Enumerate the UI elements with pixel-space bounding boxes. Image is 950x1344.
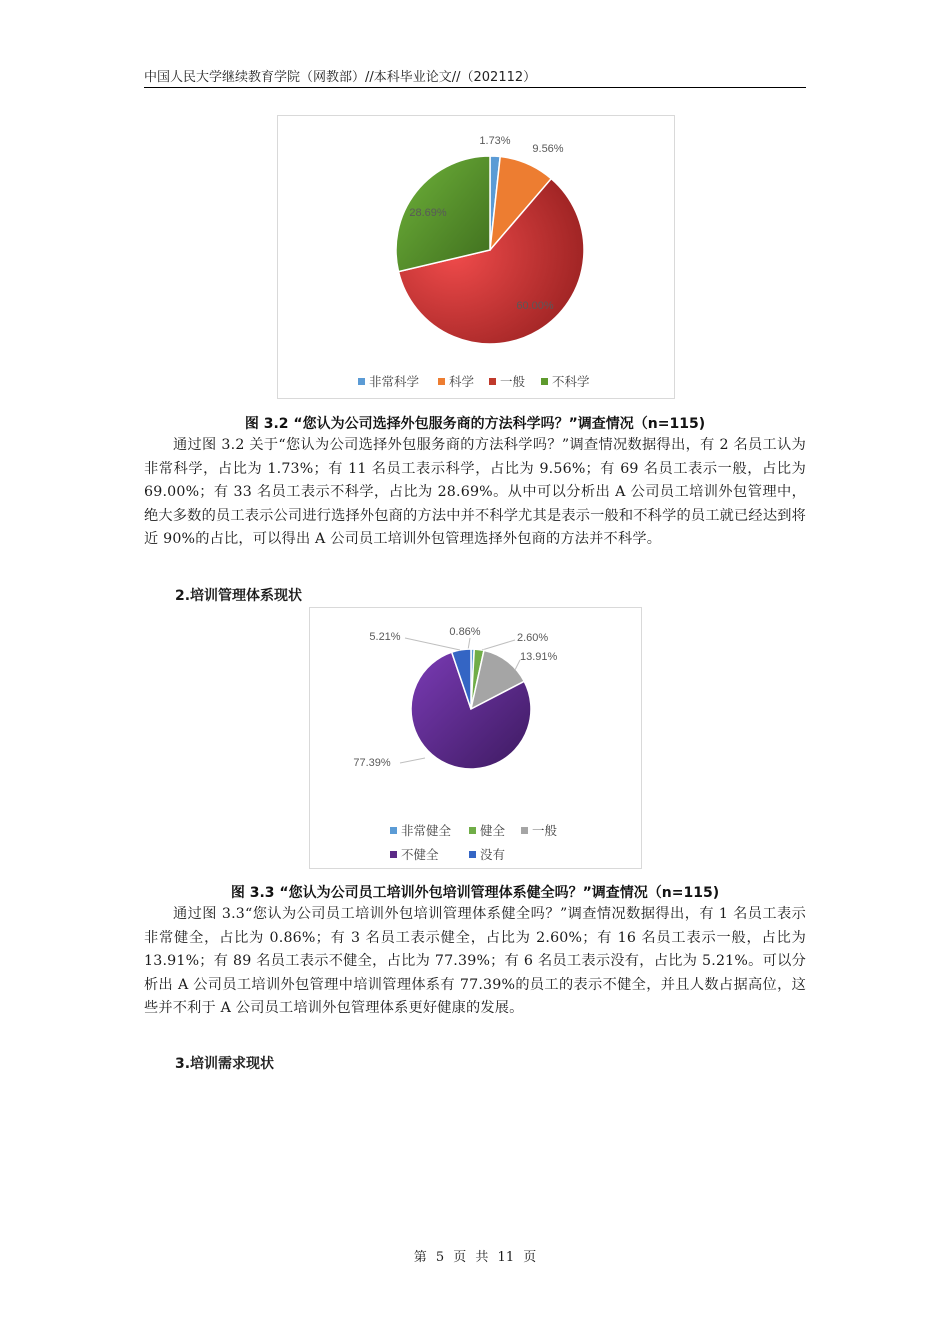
section-2-title: 2.培训管理体系现状 (175, 588, 303, 604)
legend-swatch (489, 378, 496, 385)
leader-line (468, 638, 470, 650)
legend-swatch (390, 827, 397, 834)
figure-3-3-caption: 图 3.3 “您认为公司员工培训外包培训管理体系健全吗？”调查情况（n=115) (230, 885, 720, 901)
pie-chart-method-svg (278, 116, 674, 398)
legend-label: 一般 (500, 374, 526, 389)
running-header: 中国人民大学继续教育学院（网教部）//本科毕业论文//（202112） (144, 70, 537, 85)
data-label: 5.21% (369, 631, 401, 643)
data-label: 60.00% (516, 300, 554, 312)
leader-line (405, 638, 460, 650)
paragraph-figure-3-2: 通过图 3.2 关于“您认为公司选择外包服务商的方法科学吗？”调查情况数据得出，有 2 名员工认为非常科学，占比为 1.73%；有 11 名员工表示科学，占比为 9.56%；有 69 名员工表示一般，占比为 69.00%；有 33 名员工表示不科学，占比为 28.69%。从中可以分析出 A 公司员工培训外包管理中，绝大多数的员工表示公司进行选择外包商的方法中并不科学尤其是表示一般和不科学的员工就已经达到将近 90%的占比，可以得出 A 公司员工培训外包管理选择外包商的方法并不科学。 (144, 437, 806, 547)
leader-line (482, 640, 515, 650)
legend-label: 不健全 (401, 847, 439, 862)
pie-chart-system-svg (310, 608, 641, 868)
data-label: 77.39% (353, 757, 391, 769)
legend-label: 科学 (449, 374, 475, 389)
legend-swatch (469, 851, 476, 858)
data-label: 13.91% (520, 651, 558, 663)
leader-line (400, 758, 425, 763)
figure-3-2-caption: 图 3.2 “您认为公司选择外包服务商的方法科学吗？”调查情况（n=115) (244, 416, 706, 432)
legend-label: 健全 (480, 823, 506, 838)
legend-swatch (469, 827, 476, 834)
legend-swatch (438, 378, 445, 385)
data-label: 0.86% (449, 626, 481, 638)
legend-label: 一般 (532, 823, 558, 838)
data-label: 1.73% (479, 135, 511, 147)
data-label: 28.69% (409, 207, 447, 219)
legend-swatch (390, 851, 397, 858)
pie-chart-system (309, 607, 642, 869)
page-footer: 第 5 页 共 11 页 (413, 1250, 537, 1265)
legend-label: 没有 (480, 847, 506, 862)
header-rule (144, 87, 806, 88)
legend-swatch (521, 827, 528, 834)
legend-label: 非常健全 (401, 823, 452, 838)
data-label: 9.56% (532, 143, 564, 155)
data-label: 2.60% (517, 632, 549, 644)
legend-label: 非常科学 (369, 374, 420, 389)
legend-label: 不科学 (552, 374, 590, 389)
legend-swatch (541, 378, 548, 385)
legend-swatch (358, 378, 365, 385)
section-3-title: 3.培训需求现状 (175, 1056, 275, 1072)
paragraph-figure-3-3: 通过图 3.3“您认为公司员工培训外包培训管理体系健全吗？”调查情况数据得出，有 1 名员工表示非常健全，占比为 0.86%；有 3 名员工表示健全，占比为 2.60%；有 16 名员工表示一般，占比为 13.91%；有 89 名员工表示不健全，占比为 77.39%；有 6 名员工表示没有，占比为 5.21%。可以分析出 A 公司员工培训外包管理中培训管理体系有 77.39%的员工的表示不健全，并且人数占据高位，这些并不利于 A 公司员工培训外包管理体系更好健康的发展。 (144, 906, 806, 1016)
pie-chart-method (277, 115, 675, 399)
